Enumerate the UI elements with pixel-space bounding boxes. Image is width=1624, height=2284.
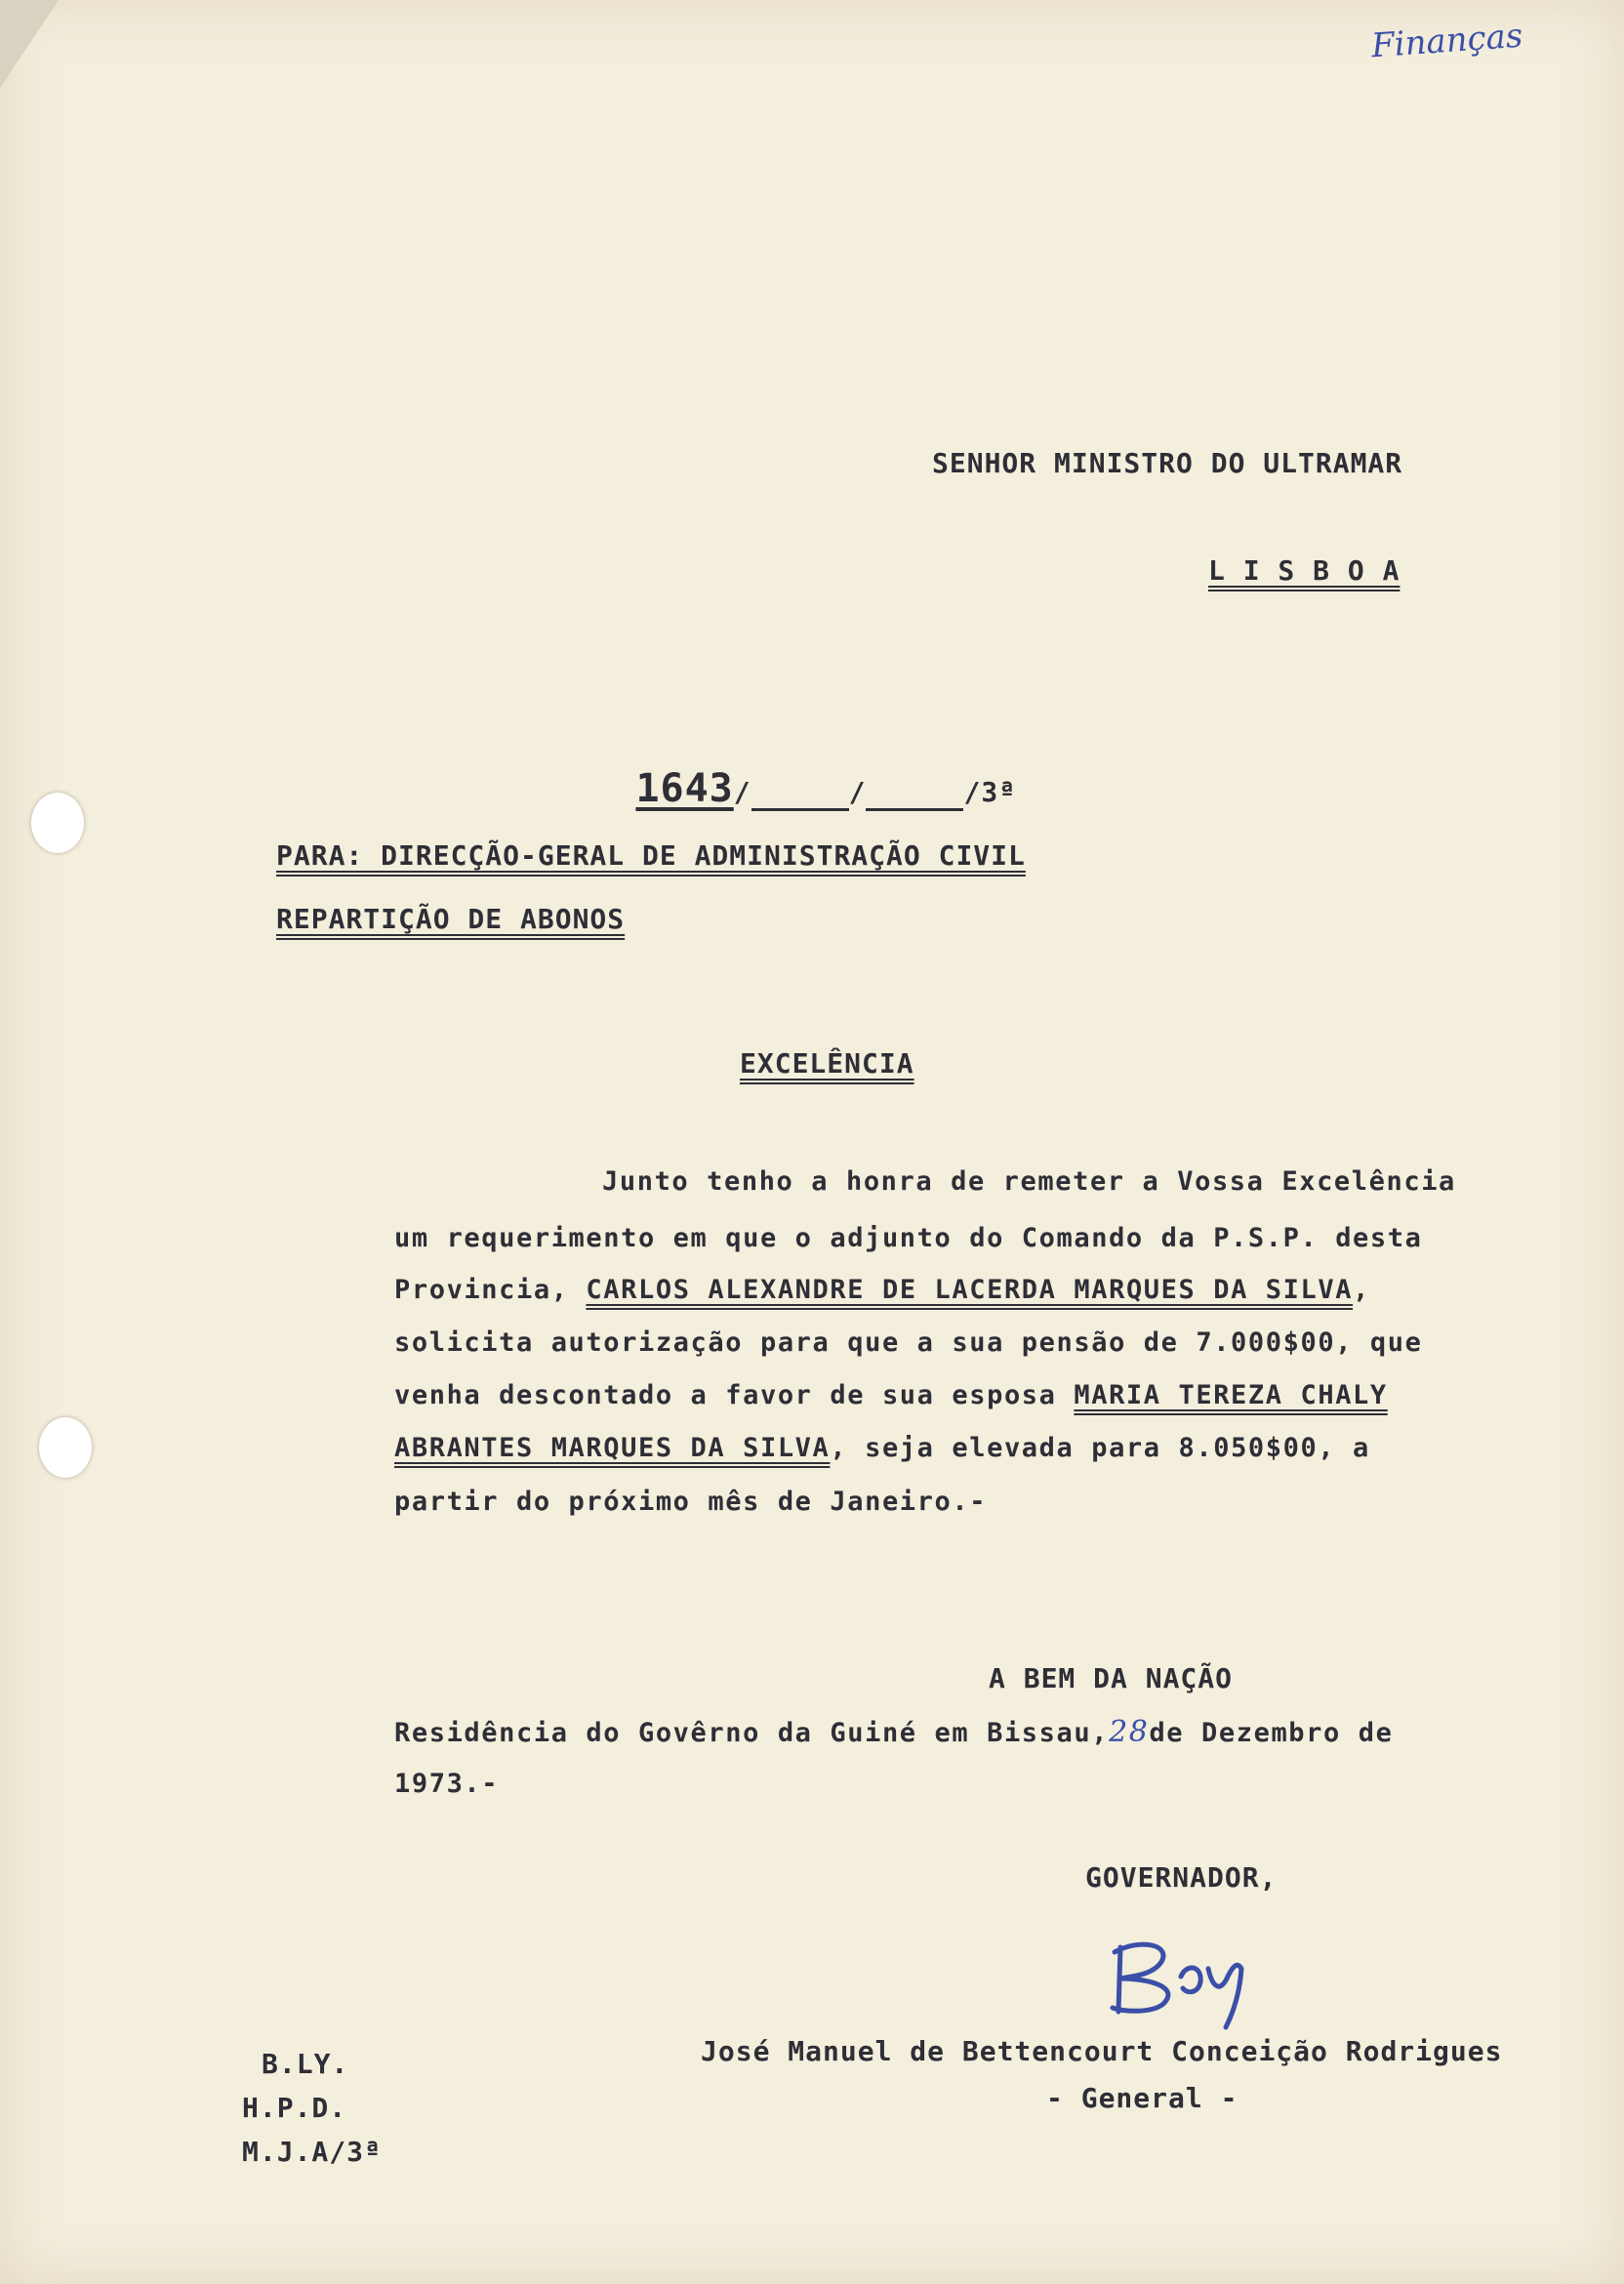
place-date-line	[394, 1715, 1393, 1749]
handwritten-day: 28	[1109, 1715, 1150, 1749]
reference-number-value: 1643	[635, 766, 734, 811]
body-line-7: partir do próximo mês de Janeiro.-	[394, 1487, 988, 1517]
body-line-3-post: ,	[1353, 1275, 1370, 1305]
initials-line-3: M.J.A/3ª	[242, 2136, 382, 2168]
handwritten-signature	[1103, 1918, 1298, 2035]
punch-hole-top	[31, 793, 84, 853]
addressee: SENHOR MINISTRO DO ULTRAMAR	[932, 447, 1403, 479]
salutation: EXCELÊNCIA	[740, 1047, 914, 1080]
reference-number	[566, 734, 1016, 843]
reference-sep-2: /	[848, 776, 867, 808]
reference-sep-1: /	[733, 776, 751, 808]
punch-hole-bottom	[39, 1417, 92, 1478]
initials-line-2: H.P.D.	[242, 2092, 347, 2124]
folded-corner	[0, 0, 59, 88]
body-line-6-post: , seja elevada para 8.050$00, a	[830, 1433, 1370, 1463]
body-line-3	[394, 1275, 1370, 1305]
body-line-4: solicita autorização para que a sua pensão de 7.000$00, que	[394, 1327, 1423, 1358]
body-line-5-pre: venha descontado a favor de sua esposa	[394, 1380, 1075, 1410]
body-line-2: um requerimento em que o adjunto do Comando da P.S.P. desta	[394, 1223, 1423, 1253]
spouse-name-part-1: MARIA TEREZA CHALY	[1074, 1380, 1388, 1410]
reference-blank-1	[751, 779, 849, 811]
month-text: de Dezembro de	[1149, 1718, 1394, 1748]
spouse-name-part-2: ABRANTES MARQUES DA SILVA	[394, 1433, 831, 1463]
body-line-1: Junto tenho a honra de remeter a Vossa Excelência	[602, 1166, 1456, 1197]
initials-line-1: B.LY.	[262, 2048, 349, 2080]
city: L I S B O A	[1208, 554, 1401, 587]
place-text: Residência do Govêrno da Guiné em Bissau,	[394, 1718, 1110, 1748]
para-line-1: PARA: DIRECÇÃO-GERAL DE ADMINISTRAÇÃO CIVIL	[276, 839, 1026, 872]
closing-motto: A BEM DA NAÇÃO	[989, 1662, 1234, 1694]
body-line-3-pre: Provincia,	[394, 1275, 587, 1305]
signer-rank: - General -	[1046, 2082, 1238, 2114]
para-line-2: REPARTIÇÃO DE ABONOS	[276, 903, 626, 935]
body-line-6	[394, 1433, 1370, 1463]
reference-blank-2	[866, 779, 963, 811]
handwritten-annotation: Finanças	[1369, 16, 1524, 66]
requester-name: CARLOS ALEXANDRE DE LACERDA MARQUES DA SILVA	[586, 1275, 1354, 1305]
year-line: 1973.-	[394, 1769, 500, 1799]
signer-name: José Manuel de Bettencourt Conceição Rodrigues	[701, 2035, 1503, 2067]
reference-suffix: /3ª	[963, 776, 1017, 808]
body-line-5	[394, 1380, 1388, 1410]
signer-title: GOVERNADOR,	[1085, 1861, 1278, 1894]
